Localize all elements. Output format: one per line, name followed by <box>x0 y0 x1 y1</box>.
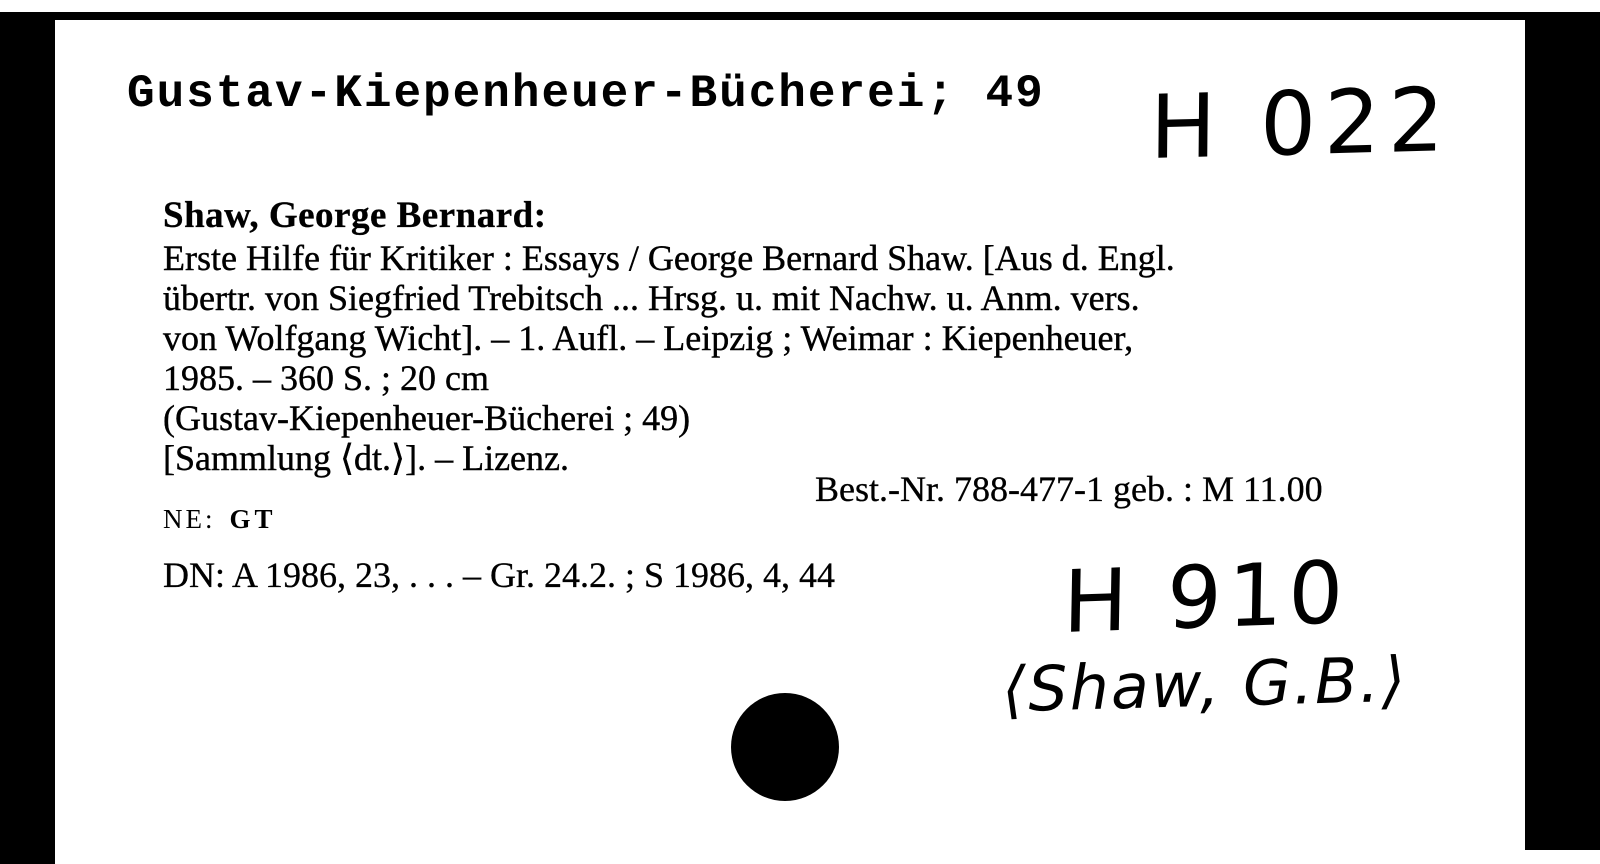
description-line: 1985. – 360 S. ; 20 cm <box>163 358 490 398</box>
scan-frame-right <box>1525 12 1600 850</box>
bibliographic-description <box>163 238 1175 478</box>
ne-tracing-line <box>163 504 277 535</box>
dn-reference-line: DN: A 1986, 23, . . . – Gr. 24.2. ; S 1986, 4, 44 <box>163 555 836 595</box>
author-heading: Shaw, George Bernard: <box>163 195 547 236</box>
scan-frame-top <box>0 12 1600 20</box>
ne-tracing-label: NE: <box>163 504 216 534</box>
order-number-line: Best.-Nr. 788-477-1 geb. : M 11.00 <box>815 469 1323 509</box>
name-tracing-handwritten: ⟨Shaw, G.B.⟩ <box>1001 642 1409 727</box>
hole-punch <box>731 693 839 801</box>
description-line: von Wolfgang Wicht]. – 1. Aufl. – Leipzig ; Weimar : Kiepenheuer, <box>163 318 1134 358</box>
description-line: (Gustav-Kiepenheuer-Bücherei ; 49) <box>163 398 691 438</box>
description-line: [Sammlung ⟨dt.⟩]. – Lizenz. <box>163 438 570 478</box>
scan-frame-left <box>0 12 55 864</box>
shelfmark-bottom-handwritten: H 910 <box>1062 542 1350 654</box>
ne-tracing-value: GT <box>229 504 277 534</box>
description-line: Erste Hilfe für Kritiker : Essays / George Bernard Shaw. [Aus d. Engl. <box>163 238 1175 278</box>
description-line: übertr. von Siegfried Trebitsch ... Hrsg. u. mit Nachw. u. Anm. vers. <box>163 278 1140 318</box>
series-header: Gustav-Kiepenheuer-Bücherei; 49 <box>127 68 1045 120</box>
shelfmark-top-handwritten: H 022 <box>1149 68 1453 179</box>
